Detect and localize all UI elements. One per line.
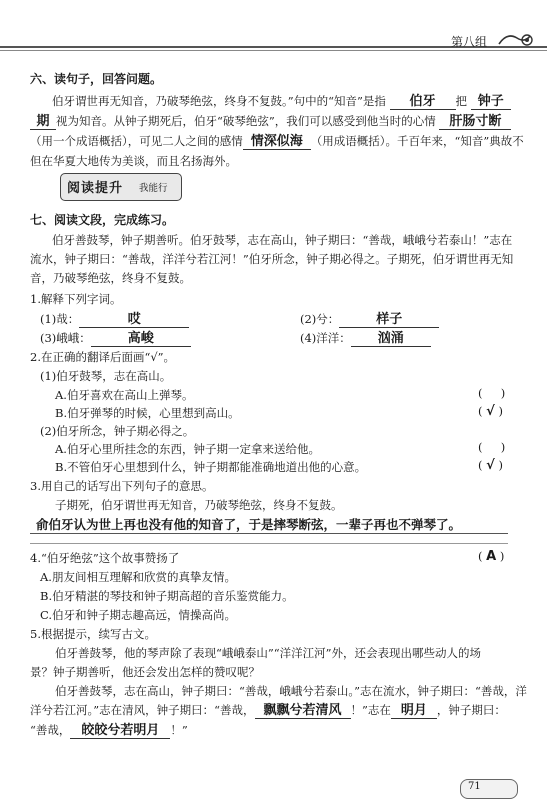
q4-optionB: B.伯牙精湛的琴技和钟子期高超的音乐鉴赏能力。 <box>40 589 294 603</box>
q4-prompt: 4.“伯牙绝弦”这个故事赞扬了 <box>30 551 180 565</box>
q2-sub1-A-paren: ( ) <box>478 386 506 400</box>
s6-line1: 伯牙谓世再无知音，乃破琴绝弦，终身不复鼓。”句中的“知音”是指 伯牙 把 钟子 <box>52 94 511 110</box>
header-rule-thin <box>0 50 547 51</box>
q3-answer: 俞伯牙认为世上再也没有他的知音了，于是摔琴断弦，一辈子再也不弹琴了。 <box>36 517 462 532</box>
passage-line1: 伯牙善鼓琴，钟子期善听。伯牙鼓琴，志在高山，钟子期曰：“善哉，峨峨兮若泰山！”志在 <box>52 233 513 247</box>
section7-heading: 七、阅读文段，完成练习。 <box>30 213 175 227</box>
passage-line2: 流水，钟子期曰：“善哉，洋洋兮若江河！”伯牙所念，钟子期必得之。子期死，伯牙谓世再无知 <box>30 252 514 266</box>
passage-line3: 音，乃破琴绝弦，终身不复鼓。 <box>30 271 191 285</box>
checkmark-icon: √ <box>486 404 495 419</box>
q3-prompt: 3.用自己的话写出下列句子的意思。 <box>30 479 214 493</box>
q2-prompt: 2.在正确的翻译后面画“√”。 <box>30 350 176 364</box>
q2-sub2-A-paren: ( ) <box>478 440 506 454</box>
q4-answer: A <box>486 549 497 564</box>
q2-sub1-optionA: A.伯牙喜欢在高山上弹琴。 <box>55 388 194 402</box>
q5-line2: 景？钟子期善听，他还会发出怎样的赞叹呢？ <box>30 665 260 679</box>
q3-answer-line2 <box>30 543 508 544</box>
q2-sub2-optionB: B.不管伯牙心里想到什么，钟子期都能准确地道出他的心意。 <box>55 460 367 474</box>
q4-optionC: C.伯牙和钟子期志趣高远，情操高尚。 <box>40 608 237 622</box>
s6-line4: 但在华夏大地传为美谈，而且名扬海外。 <box>30 154 237 168</box>
q1-item3: (3)峨峨： 高峻 <box>40 331 191 347</box>
q1-item2: (2)兮： 样子 <box>300 312 439 328</box>
s6-line3: （用一个成语概括），可见二人之间的感情 情深似海 （用成语概括）。千百年来，“知音”典故不 <box>30 134 524 149</box>
q5-line3: 伯牙善鼓琴，志在高山，钟子期曰：“善哉，峨峨兮若泰山。”志在流水，钟子期曰：“善哉，洋 <box>55 684 527 698</box>
reading-badge <box>60 173 182 201</box>
q5-answer3: 皎皎兮若明月 <box>70 724 170 739</box>
s6-line2: 期 视为知音。从钟子期死后，伯牙“破琴绝弦”，我们可以感受到他当时的心情 肝肠寸断 <box>30 114 511 130</box>
answer-relationship: 情深似海 <box>243 135 311 150</box>
q5-answer2: 明月 <box>391 704 437 719</box>
badge-title: 阅读提升 <box>67 181 124 196</box>
q5-answer1: 飘飘兮若清风 <box>255 704 351 719</box>
answer-zhiyin-1: 伯牙 <box>390 95 456 110</box>
q2-sub2: (2)伯牙所念，钟子期必得之。 <box>40 424 195 438</box>
q5-line4: 洋兮若江河。”志在清风，钟子期曰：“善哉， 飘飘兮若清风 ！”志在 明月 ，钟子期曰： <box>30 703 506 718</box>
q2-sub1-B-paren: ( √ ) <box>478 404 503 419</box>
q1-item1: (1)哉： 哎 <box>40 312 189 328</box>
answer-zhiyin-2: 钟子 <box>471 95 511 110</box>
q4-optionA: A.朋友间相互理解和欣赏的真挚友情。 <box>40 570 236 584</box>
q2-sub2-optionA: A.伯牙心里所挂念的东西，钟子期一定拿来送给他。 <box>55 442 320 456</box>
unit-label: 第八组 <box>450 35 487 49</box>
q3-answer-line <box>30 533 508 534</box>
swirl-ornament-icon <box>497 30 533 50</box>
q1-item4: (4)洋洋： 汹涌 <box>300 331 431 347</box>
q5-prompt: 5.根据提示，续写古文。 <box>30 627 156 641</box>
q2-sub1: (1)伯牙鼓琴，志在高山。 <box>40 369 172 383</box>
q2-sub1-optionB: B.伯牙弹琴的时候，心里想到高山。 <box>55 406 240 420</box>
q1-prompt: 1.解释下列字词。 <box>30 292 122 306</box>
badge-subtitle: 我能行 <box>139 183 168 194</box>
answer-mood: 肝肠寸断 <box>439 115 511 130</box>
section6-heading: 六、读句子，回答问题。 <box>30 72 163 86</box>
page-number: 71 <box>468 781 481 792</box>
checkmark-icon: √ <box>486 458 495 473</box>
q2-sub2-B-paren: ( √ ) <box>478 458 503 473</box>
q5-line5: “善哉， 皎皎兮若明月 ！” <box>30 723 188 738</box>
q5-line1: 伯牙善鼓琴，他的琴声除了表现“峨峨泰山”“洋洋江河”外，还会表现出哪些动人的场 <box>55 646 482 660</box>
q3-sentence: 子期死，伯牙谓世再无知音，乃破琴绝弦，终身不复鼓。 <box>55 498 343 512</box>
q4-paren: ( A ) <box>478 549 505 564</box>
